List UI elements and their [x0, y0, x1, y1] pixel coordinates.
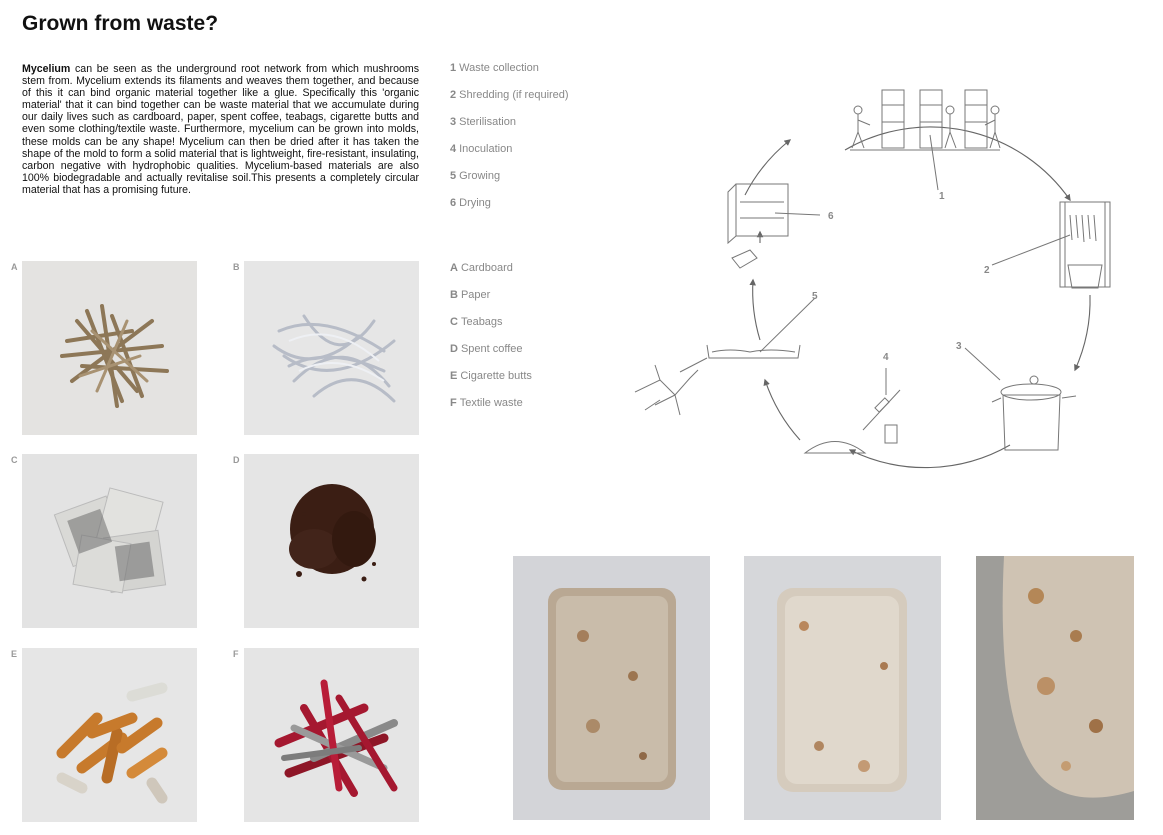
photo-letter-c: C: [11, 455, 18, 465]
diagram-label-2: 2: [984, 265, 990, 276]
cycle-arrow: [765, 380, 800, 440]
cycle-arrow: [1075, 295, 1090, 370]
step-number: 5: [450, 170, 457, 182]
cycle-arrows: [745, 127, 1090, 468]
waste-label: Paper: [460, 289, 491, 301]
intro-paragraph: [22, 63, 419, 196]
waste-letter: E: [450, 370, 458, 382]
waste-letter: A: [450, 262, 458, 274]
waste-label: Textile waste: [459, 397, 523, 409]
spent-coffee-image: [244, 454, 419, 628]
diagram-label-3: 3: [956, 341, 962, 352]
waste-item: [450, 396, 532, 423]
waste-label: Teabags: [460, 316, 503, 328]
steriliser-illustration: [965, 348, 1076, 450]
waste-letter: F: [450, 397, 457, 409]
diagram-label-4: 4: [883, 352, 889, 363]
waste-item: [450, 315, 532, 342]
waste-item: [450, 369, 532, 396]
step-label: Waste collection: [459, 62, 539, 74]
intro-bold-term: Mycelium: [22, 63, 71, 75]
process-steps-list: [450, 61, 569, 223]
shredded-paper-image: [244, 261, 419, 435]
photo-letter-b: B: [233, 262, 240, 272]
photo-letter-f: F: [233, 649, 239, 659]
photo-mycelium-brick-closeup: [976, 556, 1134, 820]
photo-paper: [244, 261, 419, 435]
waste-letter: B: [450, 289, 458, 301]
step-number: 3: [450, 116, 457, 128]
step-item: [450, 61, 569, 88]
step-number: 4: [450, 143, 457, 155]
photo-cardboard: [22, 261, 197, 435]
step-number: 1: [450, 62, 457, 74]
intro-text: can be seen as the underground root network from which mushrooms stem from. Mycelium extends its filaments and weaves them together, and because of this it can bind organic material together like a glue. Specifically this 'organic material' that it can bind together can be waste material that we accumulate during our daily lives such as cardboard, paper, spent coffee, teabags, cigarette butts and even some clothing/textile waste. Furthermore, mycelium can be grown into molds, these molds can be any shape! Mycelium can then be dried after it has taken the shape of the mold to form a solid material that is lightweight, fire-resistant, insulating, carbon negative with hydrophobic qualities. Mycelium-based materials are also 100% biodegradable and actually revitalise soil.This presents a completely circular material that has a promising future.: [22, 63, 419, 196]
step-item: [450, 115, 569, 142]
photo-teabags: [22, 454, 197, 628]
photo-cigarette-butts: [22, 648, 197, 822]
textile-waste-image: [244, 648, 419, 822]
waste-letter: D: [450, 343, 458, 355]
cardboard-strips-image: [22, 261, 197, 435]
waste-types-list: [450, 261, 532, 423]
cigarette-butts-image: [22, 648, 197, 822]
photo-textile-waste: [244, 648, 419, 822]
cycle-arrow: [850, 445, 1010, 468]
photo-spent-coffee: [244, 454, 419, 628]
photo-letter-d: D: [233, 455, 240, 465]
process-cycle-diagram: [620, 80, 1120, 480]
step-label: Drying: [459, 197, 491, 209]
waste-item: [450, 288, 532, 315]
waste-label: Spent coffee: [460, 343, 523, 355]
step-label: Sterilisation: [459, 116, 516, 128]
step-label: Inoculation: [459, 143, 513, 155]
mycelium-brick-closeup-image: [976, 556, 1134, 820]
photo-letter-e: E: [11, 649, 18, 659]
drying-oven-illustration: [728, 184, 820, 268]
waste-item: [450, 342, 532, 369]
cycle-arrow: [753, 280, 760, 340]
teabags-image: [22, 454, 197, 628]
step-number: 6: [450, 197, 457, 209]
waste-letter: C: [450, 316, 458, 328]
step-item: [450, 196, 569, 223]
inoculation-illustration: [805, 368, 900, 453]
diagram-label-1: 1: [939, 191, 945, 202]
photo-mycelium-brick-1: [513, 556, 710, 820]
mycelium-brick-image: [513, 556, 710, 820]
photo-letter-a: A: [11, 262, 18, 272]
waste-label: Cardboard: [460, 262, 513, 274]
cycle-arrow: [745, 140, 790, 195]
shredder-illustration: [992, 202, 1110, 288]
mycelium-brick-image: [744, 556, 941, 820]
growing-illustration: [635, 298, 815, 415]
diagram-label-6: 6: [828, 211, 834, 222]
step-label: Shredding (if required): [459, 89, 569, 101]
page-title: Grown from waste?: [22, 12, 219, 35]
diagram-label-5: 5: [812, 291, 818, 302]
waste-item: [450, 261, 532, 288]
step-item: [450, 88, 569, 115]
waste-collection-illustration: [850, 90, 1000, 190]
step-item: [450, 142, 569, 169]
waste-label: Cigarette butts: [460, 370, 532, 382]
step-number: 2: [450, 89, 457, 101]
cycle-arrow: [845, 127, 1070, 200]
photo-mycelium-brick-2: [744, 556, 941, 820]
step-label: Growing: [459, 170, 501, 182]
step-item: [450, 169, 569, 196]
